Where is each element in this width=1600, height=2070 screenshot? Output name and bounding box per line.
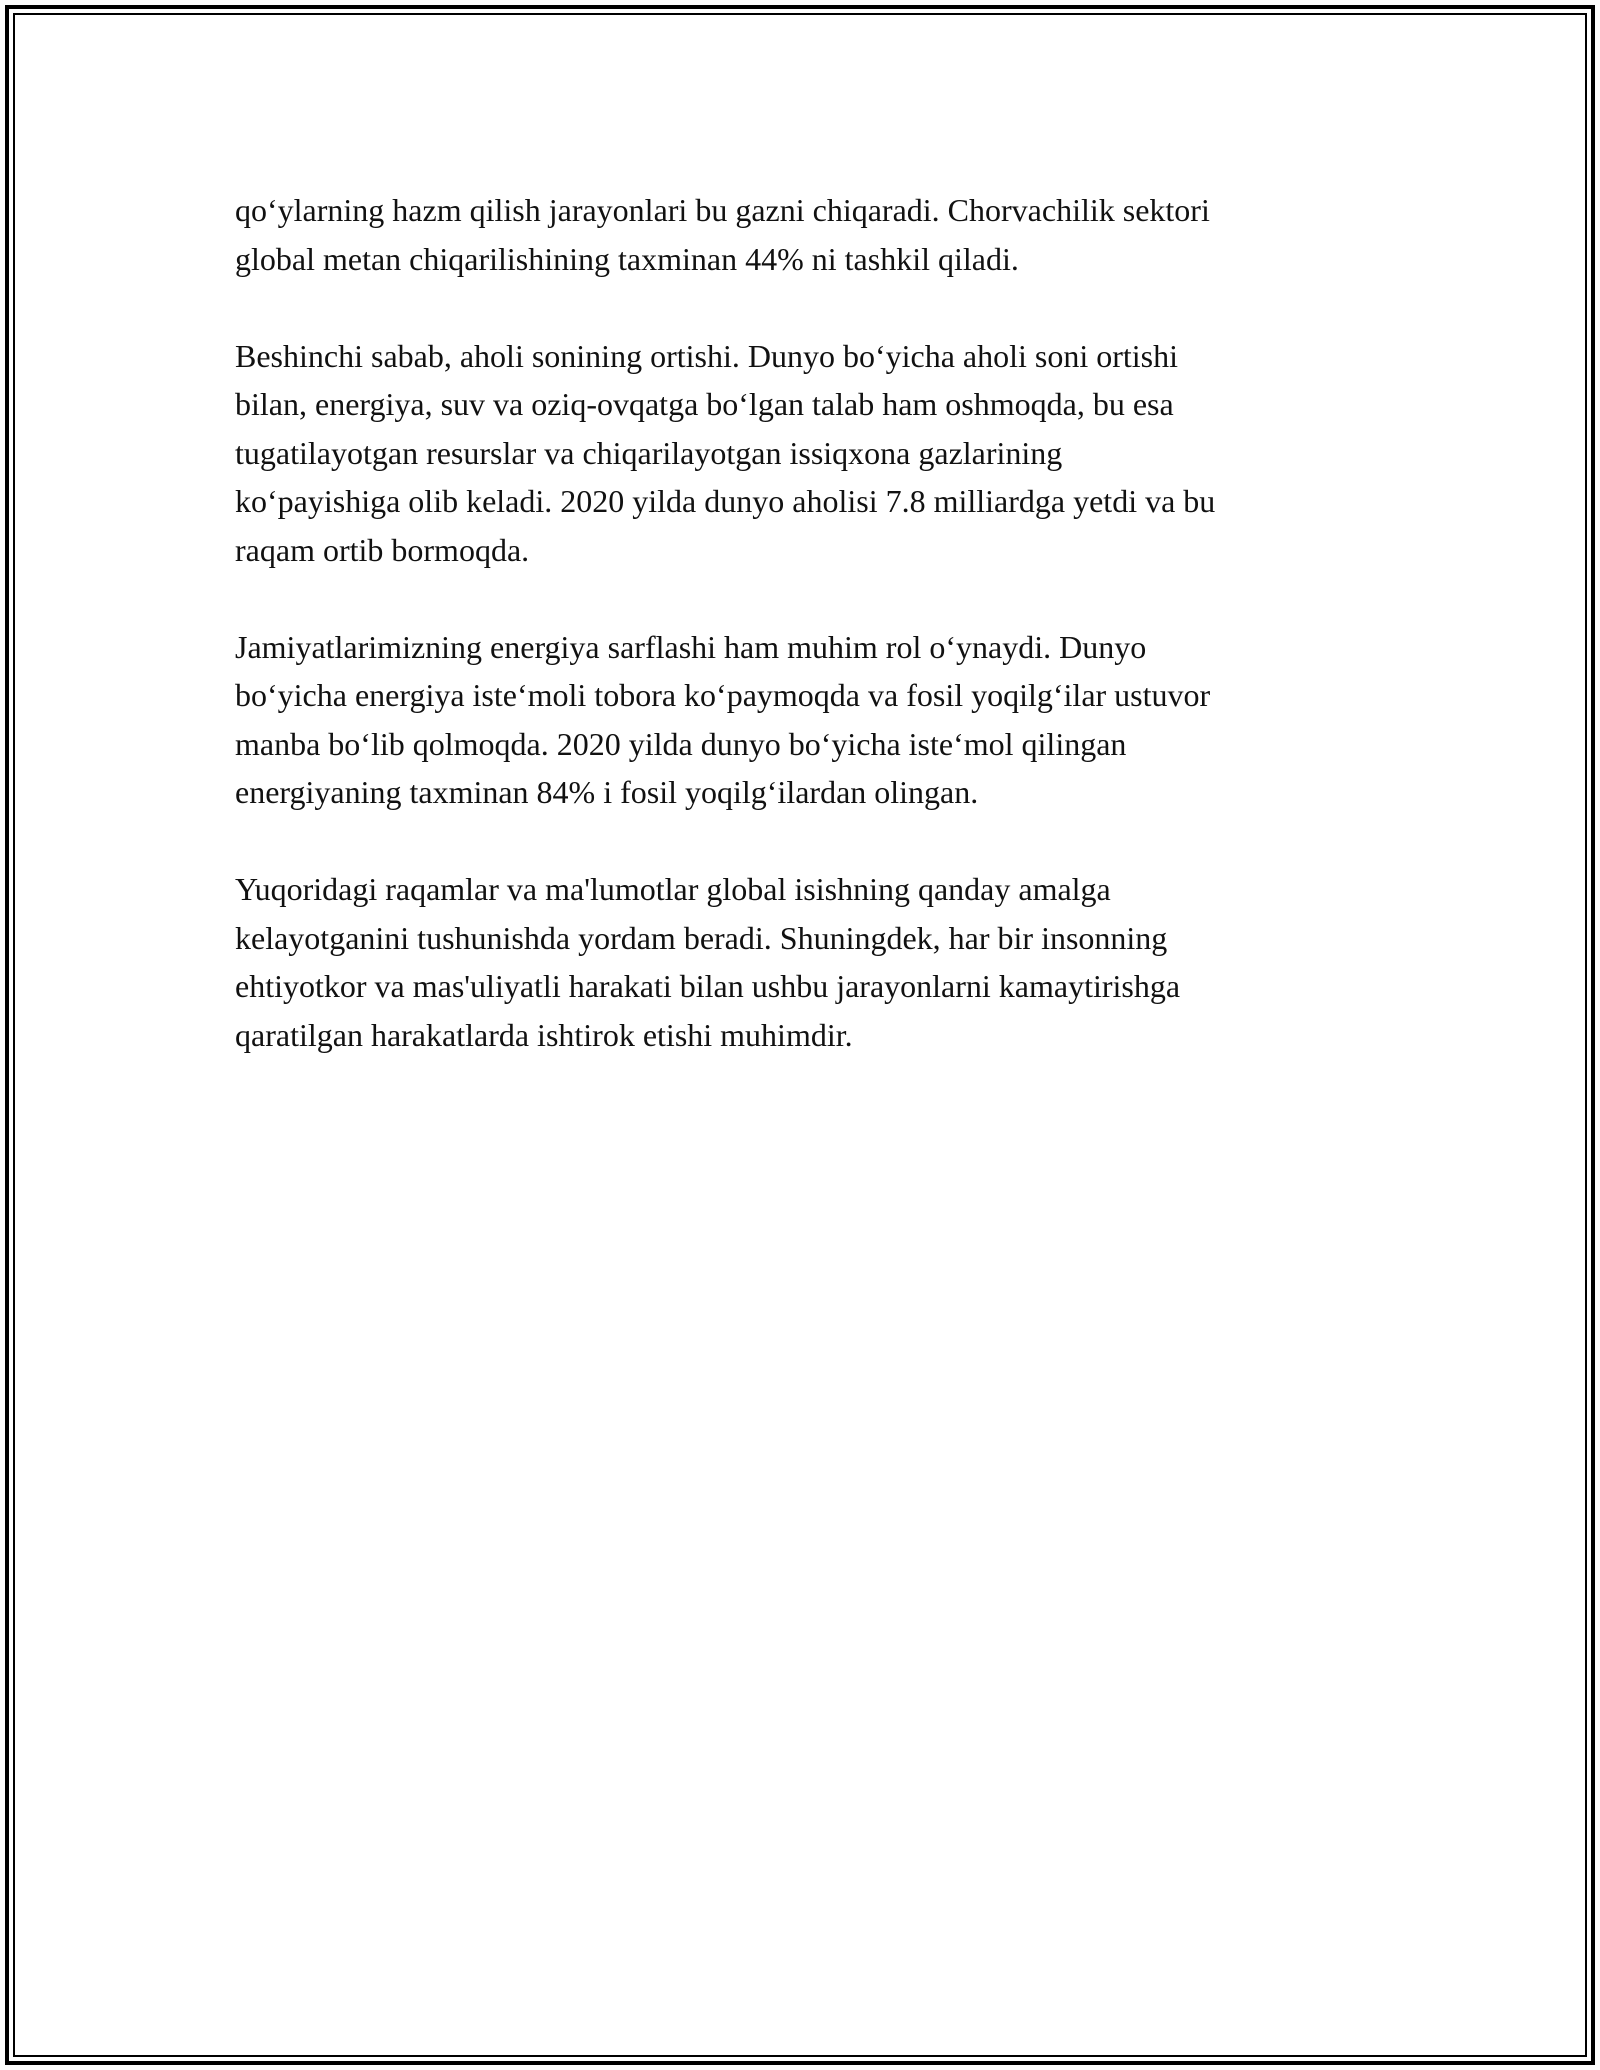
document-body: [235, 186, 1385, 1108]
paragraph-conclusion: Yuqoridagi raqamlar va ma'lumotlar global isishning qanday amalga kelayotganini tushunishda yordam beradi. Shuningdek, har bir insonning ehtiyotkor va mas'uliyatli harakati bilan ushbu jarayonlarni kamaytirishga qaratilgan harakatlarda ishtirok etishi muhimdir.: [235, 871, 1181, 1053]
paragraph-livestock-methane: qo‘ylarning hazm qilish jarayonlari bu gazni chiqaradi. Chorvachilik sektori global metan chiqarilishining taxminan 44% ni tashkil qiladi.: [235, 192, 1210, 277]
paragraph-energy-consumption: Jamiyatlarimizning energiya sarflashi ham muhim rol o‘ynaydi. Dunyo bo‘yicha energiya iste‘moli tobora ko‘paymoqda va fosil yoqilg‘ilar ustuvor manba bo‘lib qolmoqda. 2020 yilda dunyo bo‘yicha iste‘mol qilingan energiyaning taxminan 84% i fosil yoqilg‘ilardan olingan.: [235, 628, 1211, 810]
paragraph-population-growth: Beshinchi sabab, aholi sonining ortishi. Dunyo bo‘yicha aholi soni ortishi bilan, energiya, suv va oziq-ovqatga bo‘lgan talab ham oshmoqda, bu esa tugatilayotgan resurslar va chiqarilayotgan issiqxona gazlarining ko‘payishiga olib keladi. 2020 yilda dunyo aholisi 7.8 milliardga yetdi va bu raqam ortib bormoqda.: [235, 337, 1216, 568]
